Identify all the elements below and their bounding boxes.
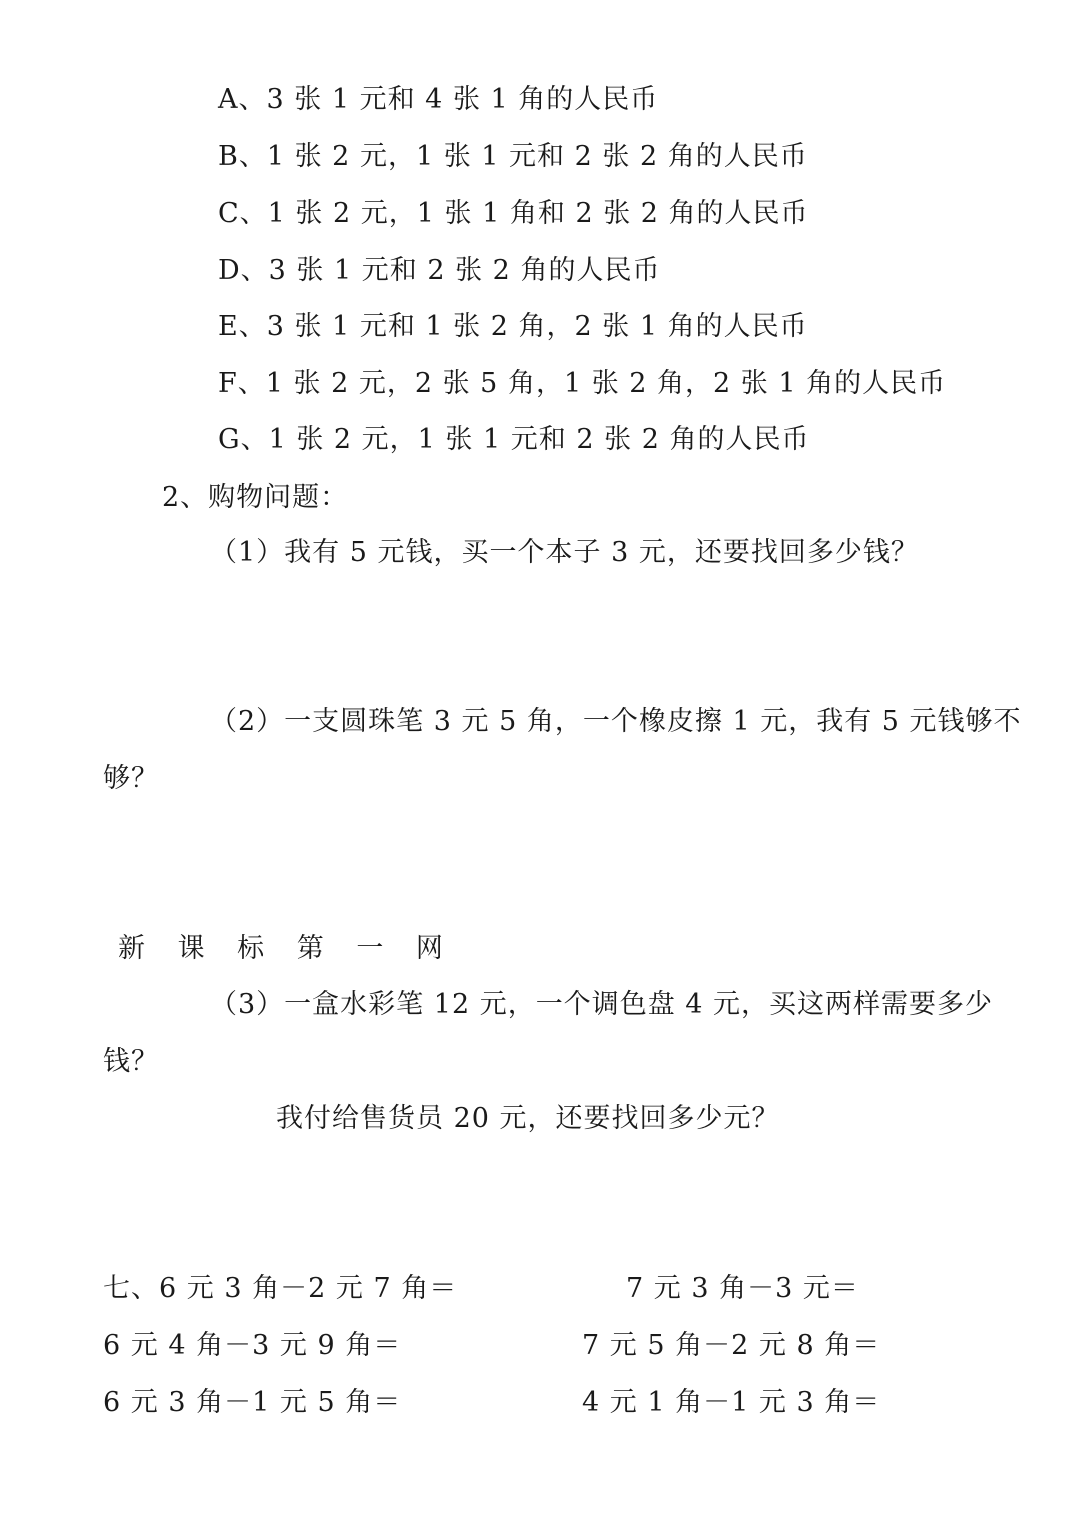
- problem-7-left-1: 七、6 元 3 角－2 元 7 角＝: [103, 1273, 458, 1304]
- question-2-line-1: （2）一支圆珠笔 3 元 5 角，一个橡皮擦 1 元，我有 5 元钱够不: [210, 706, 1022, 737]
- option-d: D、3 张 1 元和 2 张 2 角的人民币: [218, 255, 661, 286]
- problem-7-left-2: 6 元 4 角－3 元 9 角＝: [103, 1330, 402, 1361]
- problem-7-right-1: 7 元 3 角－3 元＝: [626, 1273, 859, 1304]
- question-3-line-2: 钱？: [103, 1046, 159, 1077]
- question-3-line-3: 我付给售货员 20 元，还要找回多少元？: [276, 1103, 780, 1134]
- problem-7-right-2: 7 元 5 角－2 元 8 角＝: [582, 1330, 881, 1361]
- option-b: B、1 张 2 元，1 张 1 元和 2 张 2 角的人民币: [218, 141, 808, 172]
- question-1: （1）我有 5 元钱，买一个本子 3 元，还要找回多少钱？: [210, 537, 919, 568]
- question-3-line-1: （3）一盒水彩笔 12 元，一个调色盘 4 元，买这两样需要多少: [210, 989, 994, 1020]
- option-f: F、1 张 2 元，2 张 5 角，1 张 2 角，2 张 1 角的人民币: [218, 368, 947, 399]
- option-g: G、1 张 2 元，1 张 1 元和 2 张 2 角的人民币: [218, 424, 810, 455]
- question-2-line-2: 够？: [103, 763, 159, 794]
- problem-7-right-3: 4 元 1 角－1 元 3 角＝: [582, 1387, 881, 1418]
- option-c: C、1 张 2 元，1 张 1 角和 2 张 2 角的人民币: [218, 198, 809, 229]
- problem-7-left-3: 6 元 3 角－1 元 5 角＝: [103, 1387, 402, 1418]
- option-e: E、3 张 1 元和 1 张 2 角，2 张 1 角的人民币: [218, 311, 808, 342]
- watermark-text: 新 课 标 第 一 网: [118, 933, 455, 964]
- option-a: A、3 张 1 元和 4 张 1 角的人民币: [218, 84, 659, 115]
- shopping-heading: 2、购物问题：: [162, 482, 349, 513]
